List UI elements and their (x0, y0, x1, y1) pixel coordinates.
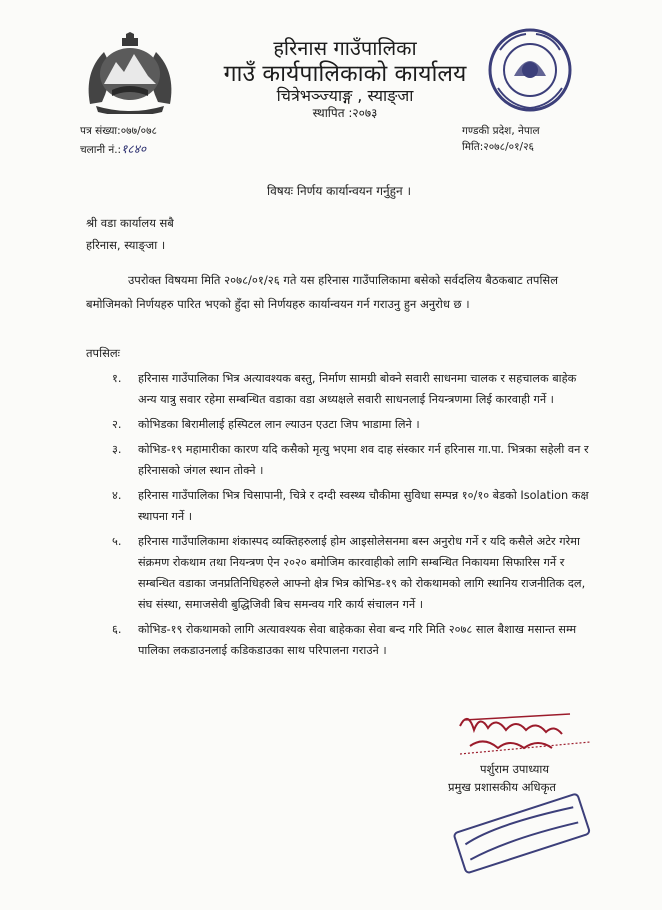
office-seal-icon (480, 26, 580, 116)
dispatch-number (80, 140, 146, 157)
decision-number: ६. (112, 623, 122, 636)
subject-line: विषयः निर्णय कार्यान्वयन गर्नुहुन । (266, 184, 412, 198)
decision-number: ५. (112, 535, 122, 548)
signatory-name: पर्शुराम उपाध्याय (480, 762, 550, 776)
letter-date-label: मिति: (462, 141, 484, 153)
letter-number (80, 124, 157, 138)
decision-item (100, 619, 590, 661)
decision-number: ३. (112, 443, 122, 456)
decision-item (100, 531, 590, 615)
decision-text: कोभिडका बिरामीलाई हस्पिटल लान ल्याउन एउटा जिप भाडामा लिने । (138, 418, 420, 431)
decision-list (100, 368, 590, 665)
decision-text: हरिनास गाउँपालिका भित्र अत्यावश्यक बस्तु, निर्माण सामग्री बोक्ने सवारी साधनमा चालक र सहचालक बाहेक अन्य यात्रु सवार रहेमा सम्बन्धित वडाका वडा अध्यक्षले सवारी साधनलाई नियन्त्रणमा लिई कारवाही गर्ने । (138, 372, 577, 406)
letter-number-label: पत्र संख्या: (80, 125, 121, 137)
decision-item (100, 485, 590, 527)
decision-text: कोभिड-१९ महामारीका कारण यदि कसैको मृत्यु भएमा शव दाह संस्कार गर्न हरिनास गा.पा. भित्रका सहेली वन र हरिनासको जंगल स्थान तोक्ने । (138, 443, 589, 477)
decision-text: हरिनास गाउँपालिका भित्र चिसापानी, चित्रे र दग्दी स्वस्थ्य चौकीमा सुविधा सम्पन्न १०/१० बेडको Isolation कक्ष स्थापना गर्ने । (138, 489, 589, 523)
letter-date-value: २०७८/०१/२६ (483, 141, 535, 153)
established-year: स्थापित :२०७३ (312, 106, 378, 120)
decision-number: १. (112, 372, 122, 385)
office-name: गाउँ कार्यपालिकाको कार्यालय (223, 61, 467, 87)
tapasil-label: तपसिलः (86, 346, 120, 360)
signatory-title: प्रमुख प्रशासकीय अधिकृत (448, 780, 556, 794)
dispatch-number-value: १८४० (121, 142, 147, 156)
decision-text: हरिनास गाउँपालिकामा शंकास्पद व्यक्तिहरुलाई होम आइसोलेसनमा बस्न अनुरोध गर्ने र यदि कसैले अटेर गरेमा संक्रमण रोकथाम तथा नियन्त्रण ऐन २०२० बमोजिम कारवाहीको लागि सम्बन्धित निकायमा सिफारिस गर्ने र सम्बन्धित वडाका जनप्रतिनिधिहरुले आफ्नो क्षेत्र भित्र कोभिड-१९ को रोकथामको लागि स्थानिय राजनीतिक दल, संघ संस्था, समाजसेवी बुद्धिजिवी बिच समन्वय गरि कार्य संचालन गर्ने । (138, 535, 586, 611)
signature-icon (440, 706, 620, 896)
recipient-line-1: श्री वडा कार्यालय सबै (86, 216, 174, 230)
office-address: चित्रेभञ्ज्याङ्ग , स्याङ्जा (276, 86, 414, 105)
decision-item (100, 414, 590, 435)
province-label: गण्डकी प्रदेश, नेपाल (462, 125, 540, 137)
decision-number: २. (112, 418, 122, 431)
letter-date (462, 140, 534, 154)
municipality-name: हरिनास गाउँपालिका (273, 36, 417, 60)
letter-number-value: ०७७/०७८ (120, 125, 157, 137)
recipient-line-2: हरिनास, स्याङ्जा । (86, 238, 166, 252)
decision-item (100, 439, 590, 481)
decision-text: कोभिड-१९ रोकथामको लागि अत्यावश्यक सेवा बाहेकका सेवा बन्द गरि मिति २०७८ साल बैशाख मसान्त सम्म पालिका लकडाउनलाई कडिकडाउका साथ परिपालना गराउने । (138, 623, 577, 657)
body-paragraph: उपरोक्त विषयमा मिति २०७८/०१/२६ गते यस हरिनास गाउँपालिकामा बसेको सर्वदलिय बैठकबाट तपसिल बमोजिमको निर्णयहरु पारित भएको हुँदा सो निर्णयहरु कार्यान्वयन गर्न गराउनु हुन अनुरोध छ । (86, 273, 558, 311)
decision-number: ४. (112, 489, 122, 502)
decision-item (100, 368, 590, 410)
dispatch-number-label: चलानी नं.: (80, 144, 122, 156)
